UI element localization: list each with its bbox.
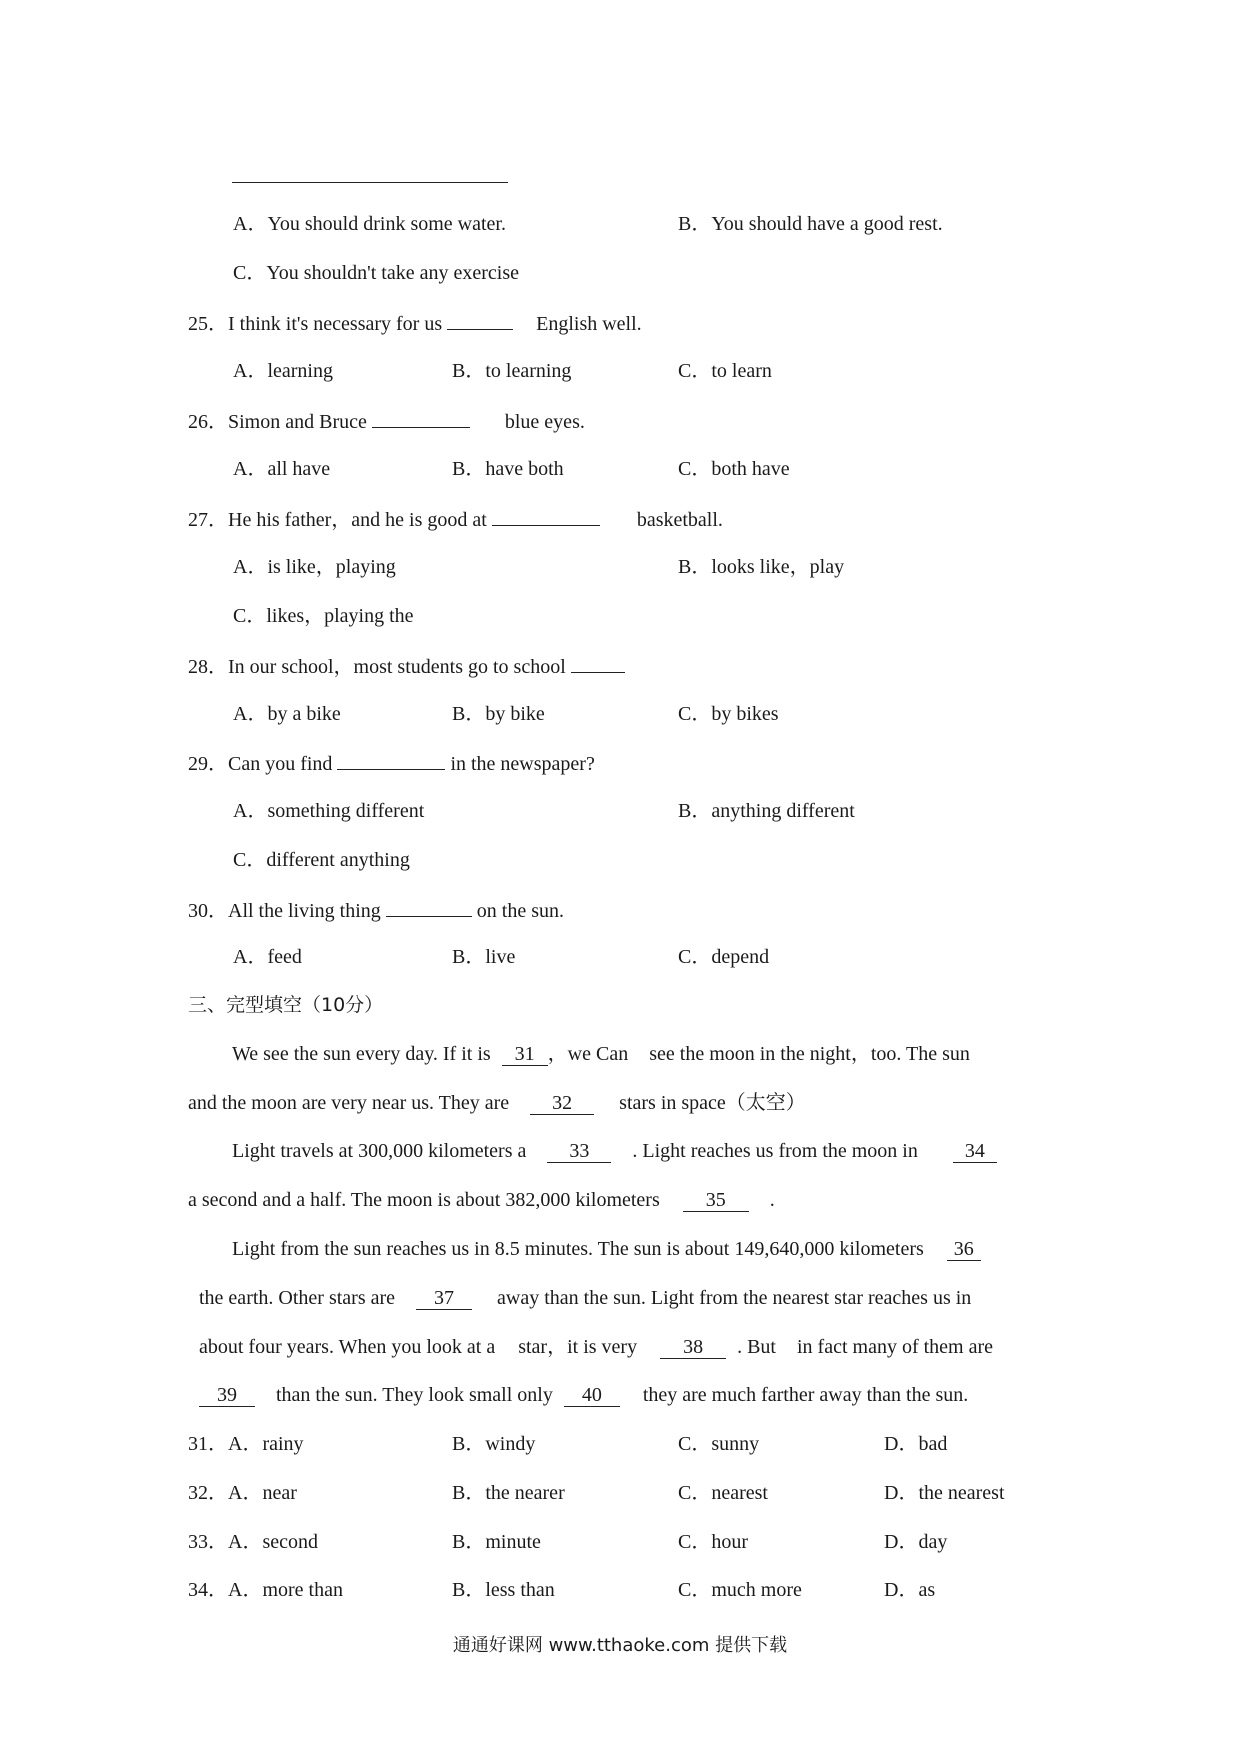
passage-line-3 — [232, 1138, 997, 1164]
q29-number: 29． — [188, 753, 228, 775]
q27-blank — [492, 505, 600, 526]
q30-option-a: A．feed — [233, 946, 302, 968]
choice-option-b: B．minute — [452, 1531, 541, 1553]
choice-option-a: A．rainy — [228, 1433, 304, 1455]
passage-text: . Light reaches us from the moon in — [632, 1140, 918, 1162]
passage-text: see the moon in the night，too. The sun — [649, 1043, 970, 1065]
q27-stem-after: basketball. — [636, 509, 723, 531]
q30-stem — [188, 896, 564, 924]
choice-row-32 — [188, 1480, 297, 1506]
q28-option-c: C．by bikes — [678, 703, 779, 725]
passage-line-5 — [232, 1236, 981, 1262]
choice-option-d: D．bad — [884, 1433, 948, 1455]
choice-option-c: C．much more — [678, 1579, 802, 1601]
choice-option-b: B．less than — [452, 1579, 555, 1601]
cloze-blank-39: 39 — [199, 1382, 255, 1407]
q29-stem-after: in the newspaper? — [450, 753, 595, 775]
choice-option-c: C．sunny — [678, 1433, 760, 1455]
q26-option-b: B．have both — [452, 458, 564, 480]
q30-option-b: B．live — [452, 946, 516, 968]
q24-option-b: B．You should have a good rest. — [678, 213, 943, 235]
cloze-blank-33: 33 — [547, 1138, 611, 1163]
q24-option-c: C．You shouldn't take any exercise — [233, 262, 519, 284]
q28-option-b: B．by bike — [452, 703, 545, 725]
q26-stem — [188, 407, 585, 435]
passage-line-4 — [188, 1187, 775, 1213]
cloze-blank-35: 35 — [683, 1187, 749, 1212]
q28-blank — [571, 652, 625, 673]
q28-option-a: A．by a bike — [233, 703, 341, 725]
q26-option-c: C．both have — [678, 458, 790, 480]
section-3-title: 三、完型填空（10分） — [188, 994, 384, 1016]
q28-stem — [188, 652, 625, 680]
passage-line-1 — [232, 1041, 970, 1067]
passage-text: ，we Can — [547, 1043, 629, 1065]
cloze-blank-40: 40 — [564, 1382, 620, 1407]
passage-text: Light from the sun reaches us in 8.5 minutes. The sun is about 149,640,000 kilometers — [232, 1238, 924, 1260]
passage-text: star，it is very — [518, 1336, 638, 1358]
cloze-blank-36: 36 — [947, 1236, 981, 1261]
passage-text: . — [769, 1189, 775, 1211]
q30-option-c: C．depend — [678, 946, 770, 968]
answer-line — [232, 182, 508, 183]
choice-row-31 — [188, 1431, 304, 1457]
q25-option-a: A．learning — [233, 360, 333, 382]
choice-option-c: C．nearest — [678, 1482, 768, 1504]
cloze-blank-32: 32 — [530, 1090, 594, 1115]
passage-line-2 — [188, 1090, 806, 1116]
choice-number: 33． — [188, 1531, 228, 1553]
cloze-blank-37: 37 — [416, 1285, 472, 1310]
choice-option-b: B．the nearer — [452, 1482, 565, 1504]
q26-number: 26． — [188, 411, 228, 433]
q24-option-a: A．You should drink some water. — [233, 213, 506, 235]
q25-stem-after: English well. — [536, 313, 642, 335]
choice-option-b: B．windy — [452, 1433, 536, 1455]
q27-option-c: C．likes，playing the — [233, 605, 414, 627]
passage-line-6 — [199, 1285, 971, 1311]
passage-text: than the sun. They look small only — [276, 1384, 553, 1406]
q28-stem-before: In our school，most students go to school — [228, 656, 566, 678]
q25-number: 25． — [188, 313, 228, 335]
q29-option-b: B．anything different — [678, 800, 855, 822]
q28-number: 28． — [188, 656, 228, 678]
q29-option-a: A．something different — [233, 800, 425, 822]
q25-option-b: B．to learning — [452, 360, 572, 382]
passage-text: the earth. Other stars are — [199, 1287, 396, 1309]
passage-text: in fact many of them are — [797, 1336, 994, 1358]
q26-blank — [372, 407, 470, 428]
q27-option-a: A．is like，playing — [233, 556, 396, 578]
choice-number: 32． — [188, 1482, 228, 1504]
page-footer: 通通好课网 www.tthaoke.com 提供下载 — [452, 1635, 788, 1656]
q29-blank — [337, 749, 445, 770]
q25-blank — [447, 309, 513, 330]
cloze-blank-38: 38 — [660, 1334, 726, 1359]
passage-text: about four years. When you look at a — [199, 1336, 496, 1358]
q26-stem-after: blue eyes. — [504, 411, 585, 433]
choice-option-d: D．the nearest — [884, 1482, 1005, 1504]
passage-text: Light travels at 300,000 kilometers a — [232, 1140, 527, 1162]
q29-stem — [188, 749, 595, 777]
choice-option-a: A．more than — [228, 1579, 343, 1601]
choice-number: 31． — [188, 1433, 228, 1455]
q27-stem — [188, 505, 723, 533]
choice-option-c: C．hour — [678, 1531, 748, 1553]
q30-stem-after: on the sun. — [476, 900, 564, 922]
choice-row-34 — [188, 1577, 343, 1603]
cloze-blank-34: 34 — [953, 1138, 997, 1163]
choice-option-d: D．as — [884, 1579, 936, 1601]
passage-text: and the moon are very near us. They are — [188, 1092, 510, 1114]
choice-number: 34． — [188, 1579, 228, 1601]
q29-option-c: C．different anything — [233, 849, 410, 871]
passage-text: they are much farther away than the sun. — [642, 1384, 969, 1406]
q25-stem-before: I think it's necessary for us — [228, 313, 443, 335]
q27-option-b: B．looks like，play — [678, 556, 845, 578]
passage-text: . But — [737, 1336, 776, 1358]
q25-option-c: C．to learn — [678, 360, 772, 382]
passage-text: away than the sun. Light from the nearest star reaches us in — [497, 1287, 972, 1309]
passage-line-7 — [199, 1334, 993, 1360]
passage-text: a second and a half. The moon is about 382,000 kilometers — [188, 1189, 660, 1211]
q29-stem-before: Can you find — [228, 753, 333, 775]
choice-option-a: A．second — [228, 1531, 318, 1553]
passage-text: We see the sun every day. If it is — [232, 1043, 491, 1065]
q30-blank — [386, 896, 472, 917]
q30-number: 30． — [188, 900, 228, 922]
choice-option-d: D．day — [884, 1531, 948, 1553]
q27-number: 27． — [188, 509, 228, 531]
q25-stem — [188, 309, 642, 337]
q26-stem-before: Simon and Bruce — [228, 411, 367, 433]
q27-stem-before: He his father，and he is good at — [228, 509, 487, 531]
cloze-blank-31: 31 — [502, 1041, 548, 1066]
q30-stem-before: All the living thing — [228, 900, 381, 922]
choice-row-33 — [188, 1529, 318, 1555]
choice-option-a: A．near — [228, 1482, 297, 1504]
q26-option-a: A．all have — [233, 458, 331, 480]
passage-line-8 — [199, 1382, 968, 1408]
passage-text: stars in space（太空） — [619, 1092, 806, 1114]
